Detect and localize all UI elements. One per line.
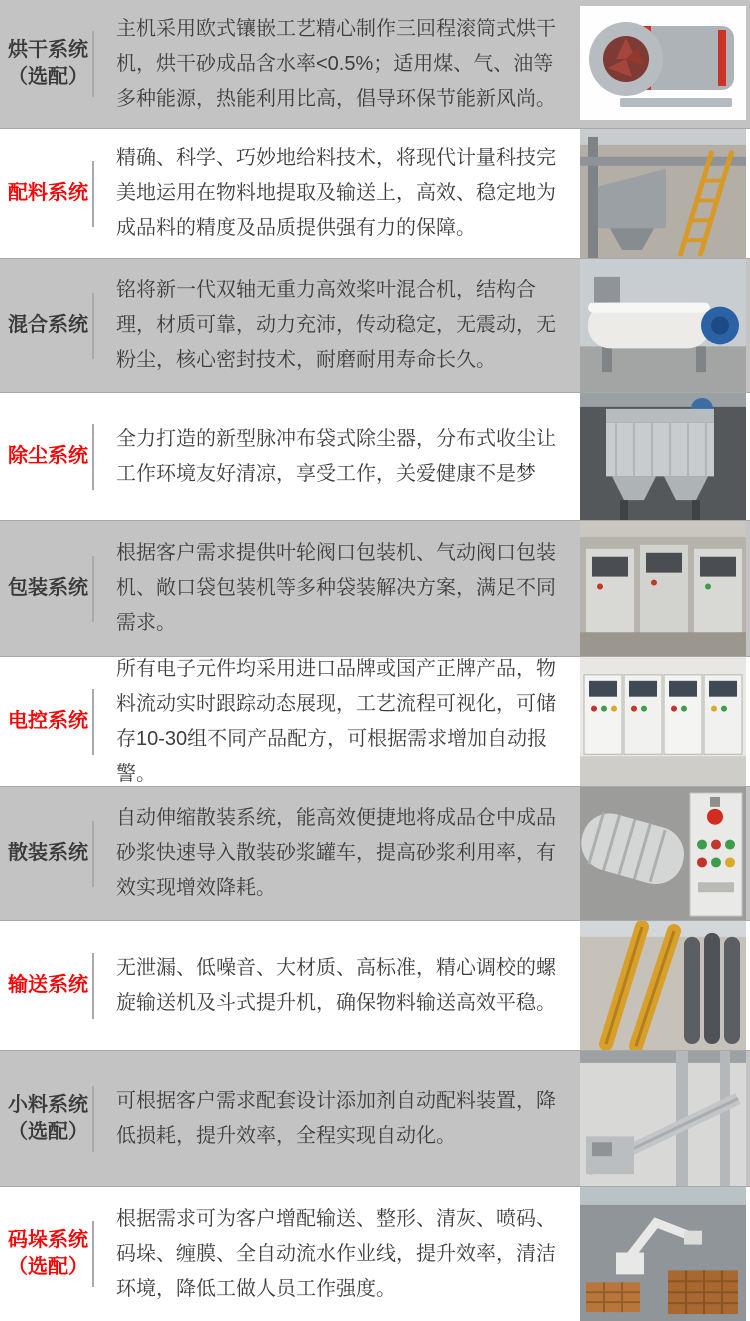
title-divider <box>92 556 94 622</box>
palletizing-robot-photo <box>580 1187 746 1321</box>
title-divider <box>92 953 94 1019</box>
system-description: 铭将新一代双轴无重力高效桨叶混合机，结构合理，材质可靠，动力充沛，传动稳定，无震动，无粉尘，核心密封技术，耐磨耐用寿命长久。 <box>116 279 556 371</box>
system-title: 混合系统 <box>8 314 88 336</box>
system-row-palletizing <box>0 1186 750 1321</box>
twin-shaft-mixer-photo <box>580 259 746 392</box>
system-row-packing <box>0 520 750 656</box>
system-description: 所有电子元件均采用进口品牌或国产正牌产品，物料流动实时跟踪动态展现，工艺流程可视化，可储存10-30组不同产品配方，可根据需求增加自动报警。 <box>116 657 556 785</box>
system-title: 散装系统 <box>8 842 88 864</box>
title-divider <box>92 31 94 97</box>
system-title: 码垛系统（选配） <box>8 1229 88 1278</box>
system-description: 精确、科学、巧妙地给料技术，将现代计量科技完美地运用在物料地提取及输送上，高效、稳定地为成品料的精度及品质提供强有力的保障。 <box>116 147 556 239</box>
telescopic-bulk-loader-photo <box>580 787 746 920</box>
rotary-drum-dryer-photo <box>580 6 746 120</box>
title-divider <box>92 821 94 887</box>
system-row-additive <box>0 1050 750 1186</box>
dust-collector-photo <box>580 393 746 520</box>
title-divider <box>92 1221 94 1287</box>
system-description: 主机采用欧式镶嵌工艺精心制作三回程滚筒式烘干机，烘干砂成品含水率<0.5%；适用煤、气、油等多种能源，热能利用比高，倡导环保节能新风尚。 <box>116 17 556 110</box>
system-title: 除尘系统 <box>8 445 88 467</box>
system-description: 全力打造的新型脉冲布袋式除尘器，分布式收尘让工作环境友好清凉，享受工作，关爱健康不是梦 <box>116 427 556 485</box>
system-description: 根据客户需求提供叶轮阀口包装机、气动阀口包装机、敞口袋包装机等多种袋装解决方案，满足不同需求。 <box>116 542 556 634</box>
control-cabinets-photo <box>580 657 746 786</box>
additive-dosing-photo <box>580 1051 746 1186</box>
system-row-electric-control <box>0 656 750 786</box>
system-title: 输送系统 <box>8 974 88 996</box>
system-row-bulk-loading <box>0 786 750 920</box>
screw-conveyors-photo <box>580 921 746 1050</box>
system-row-drying <box>0 0 750 128</box>
batching-plant-photo <box>580 129 746 258</box>
system-title: 包装系统 <box>8 577 88 599</box>
system-row-mixing <box>0 258 750 392</box>
system-row-dust <box>0 392 750 520</box>
packing-machines-photo <box>580 521 746 656</box>
title-divider <box>92 161 94 227</box>
system-description: 可根据客户需求配套设计添加剂自动配料装置，降低损耗，提升效率，全程实现自动化。 <box>116 1089 556 1147</box>
system-title: 烘干系统（选配） <box>8 39 88 88</box>
title-divider <box>92 293 94 359</box>
system-row-conveying <box>0 920 750 1050</box>
title-divider <box>92 1086 94 1152</box>
system-row-batching <box>0 128 750 258</box>
system-title: 配料系统 <box>8 182 88 204</box>
system-description: 无泄漏、低噪音、大材质、高标准，精心调校的螺旋输送机及斗式提升机，确保物料输送高效平稳。 <box>116 956 556 1014</box>
system-title: 电控系统 <box>8 710 88 732</box>
system-description: 自动伸缩散装系统，能高效便捷地将成品仓中成品砂浆快速导入散装砂浆罐车，提高砂浆利用率，有效实现增效降耗。 <box>116 807 556 899</box>
title-divider <box>92 424 94 490</box>
system-title: 小料系统（选配） <box>8 1093 88 1143</box>
system-description: 根据需求可为客户增配输送、整形、清灰、喷码、码垛、缠膜、全自动流水作业线，提升效率，清洁环境，降低工做人员工作强度。 <box>116 1207 556 1300</box>
title-divider <box>92 689 94 755</box>
